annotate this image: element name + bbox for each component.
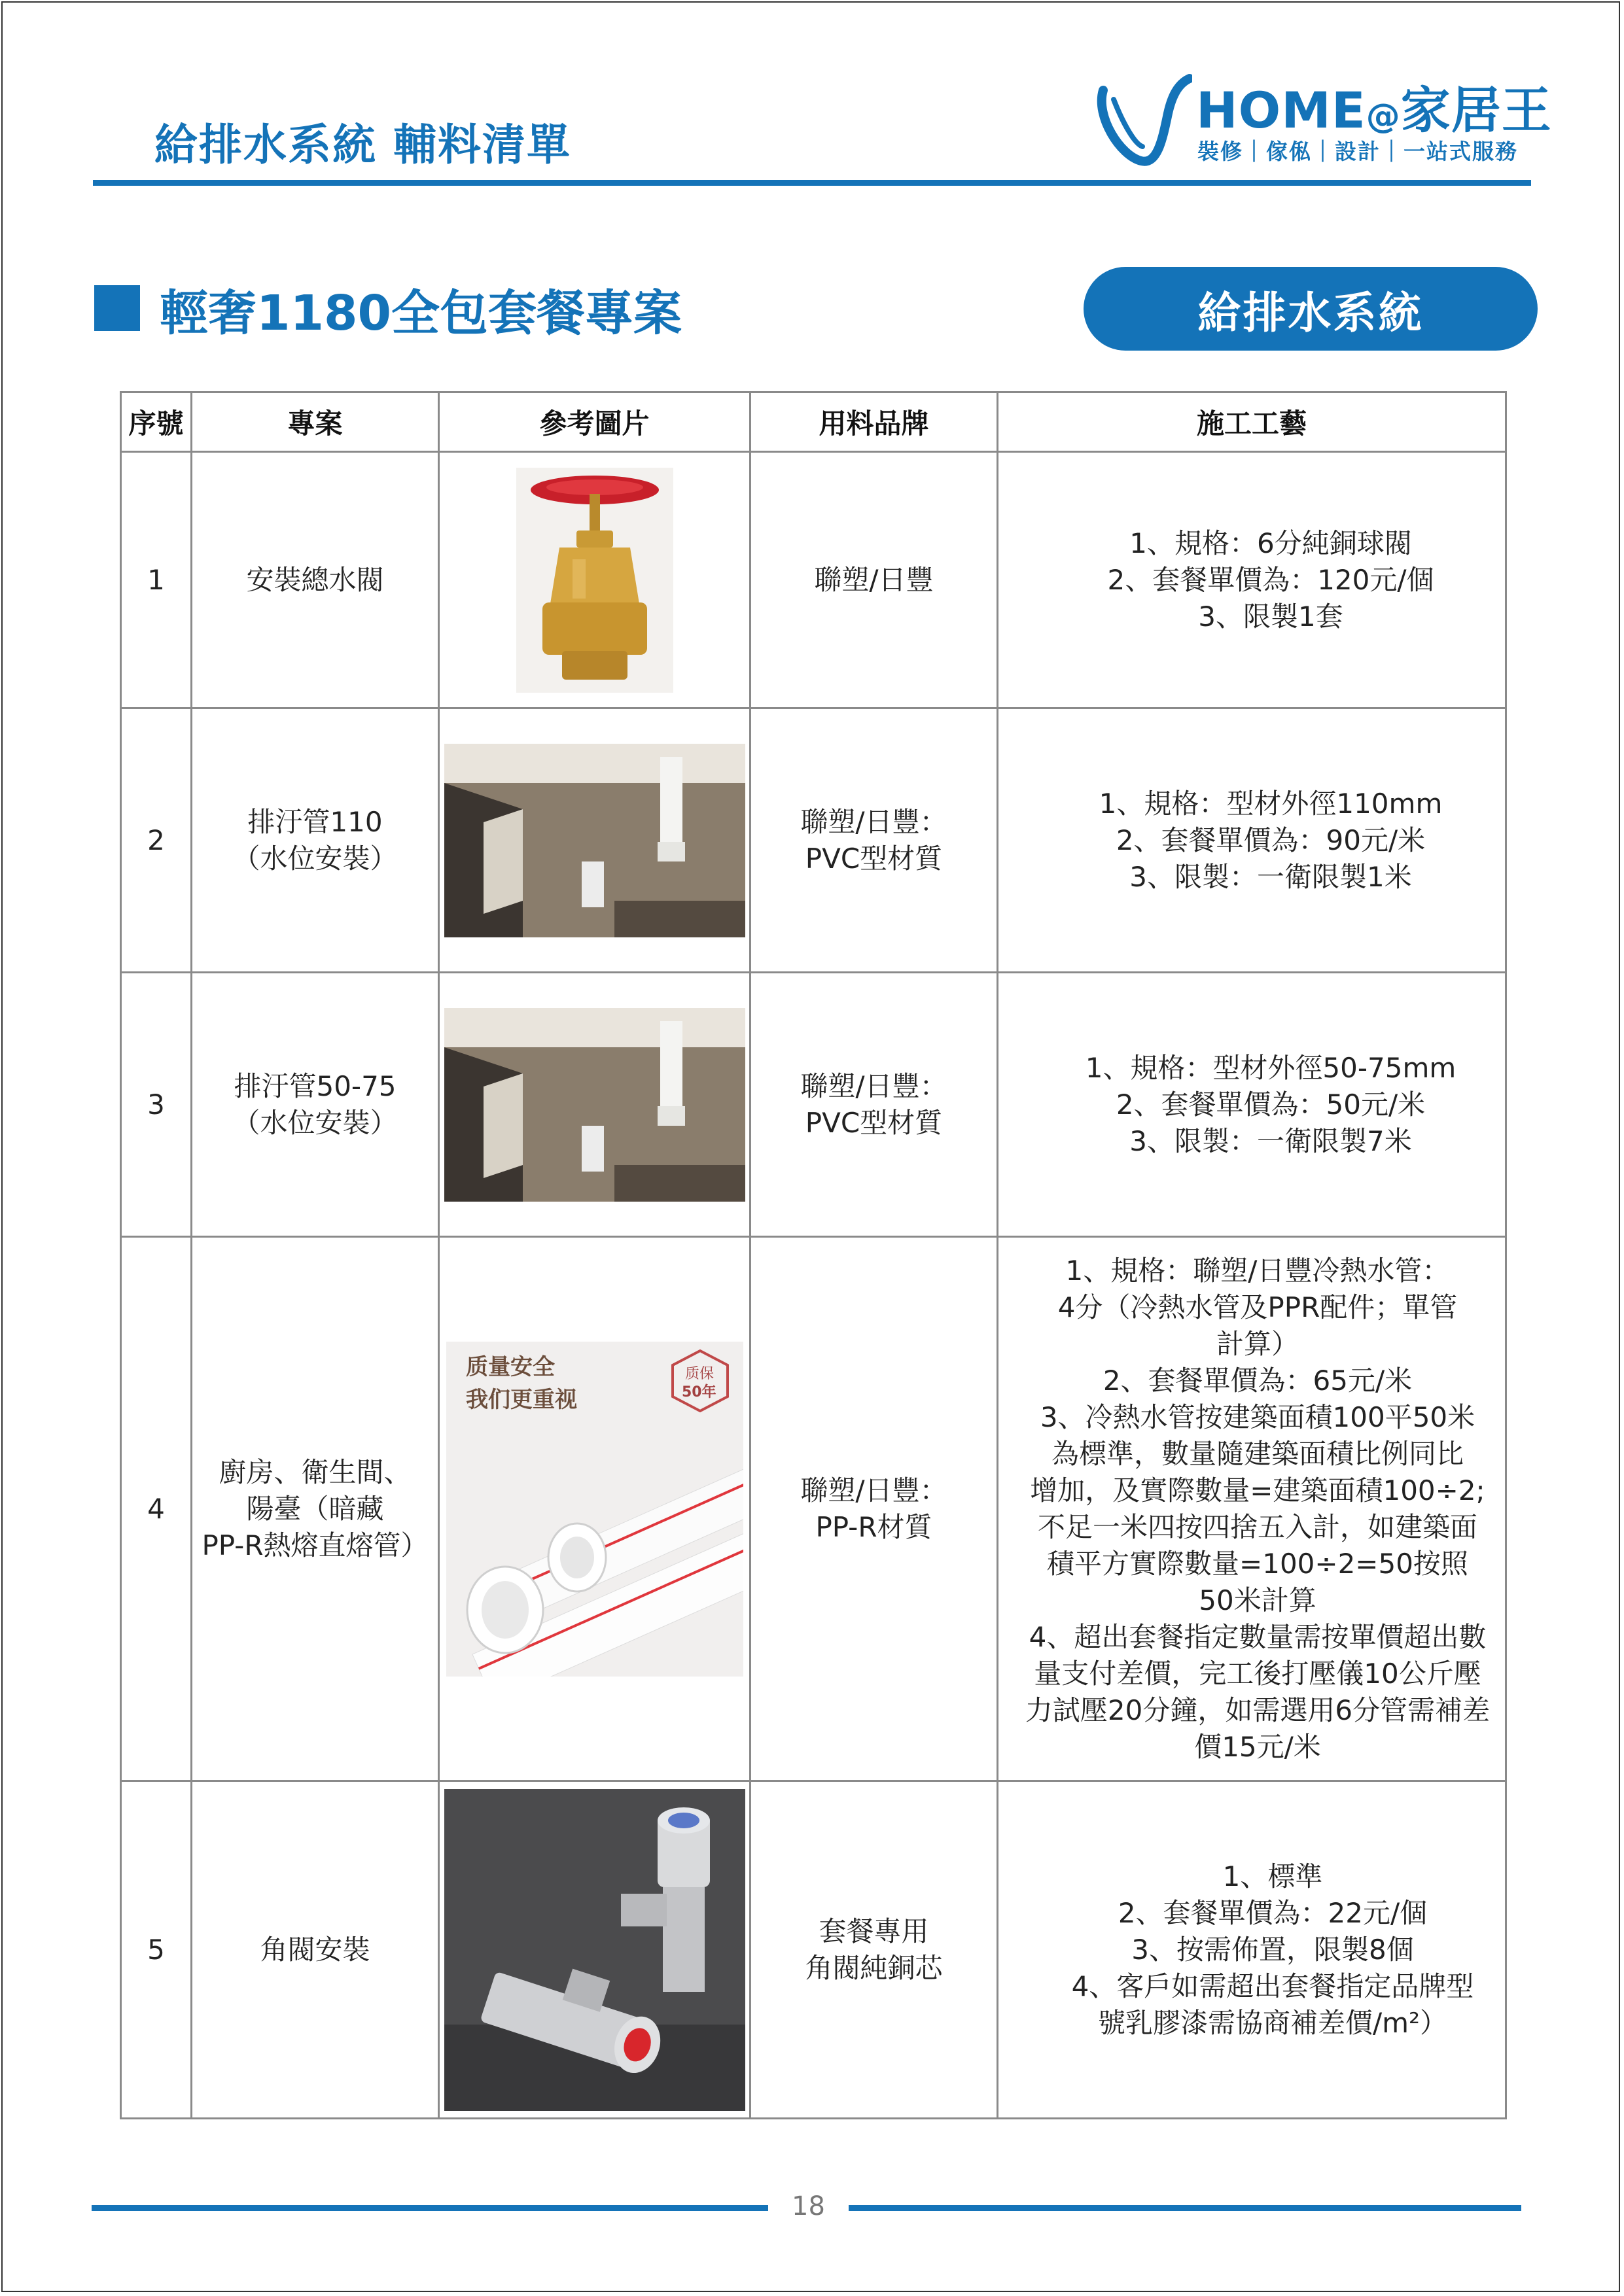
row-brand: 聯塑/日豐： PVC型材質 (750, 973, 998, 1237)
table-header-row (121, 392, 1506, 452)
gate-valve-icon (516, 468, 673, 693)
row-craft-text: 1、標準 2、套餐單價為：22元/個 3、按需佈置，限製8個 4、客戶如需超出套餐指定品牌型 號乳膠漆需協商補差價/m²） (1071, 1860, 1474, 2039)
ppr-image-text-3: 质保 (684, 1365, 714, 1382)
logo-v-mark-icon (1094, 71, 1192, 169)
row-craft (998, 1781, 1506, 2119)
angle-valve-icon (444, 1789, 745, 2111)
logo-at-text: @ (1366, 97, 1401, 136)
row-item: 廚房、衛生間、 陽臺（暗藏 PP-R熱熔直熔管） (192, 1237, 439, 1781)
system-badge: 給排水系統 (1084, 267, 1538, 351)
table-row (121, 1781, 1506, 2119)
row-brand: 聯塑/日豐： PVC型材質 (750, 708, 998, 973)
row-craft-text: 1、規格：6分純銅球閥 2、套餐單價為：120元/個 3、限製1套 (1107, 527, 1434, 633)
ppr-image-text-4: 50年 (681, 1383, 716, 1400)
row-craft (998, 1237, 1506, 1781)
table-row (121, 452, 1506, 708)
header-brand: 用料品牌 (750, 392, 998, 452)
section-marker (94, 285, 140, 331)
row-item: 排汙管110 （水位安裝） (192, 708, 439, 973)
row-image (439, 973, 750, 1237)
materials-table (120, 391, 1507, 2119)
row-no: 3 (121, 973, 192, 1237)
table-row (121, 973, 1506, 1237)
row-no: 4 (121, 1237, 192, 1781)
row-image (439, 1237, 750, 1781)
row-image (439, 1781, 750, 2119)
row-brand: 聯塑/日豐 (750, 452, 998, 708)
row-image (439, 708, 750, 973)
logo-cn-text: 家居王 (1400, 81, 1552, 139)
row-no: 5 (121, 1781, 192, 2119)
row-craft (998, 708, 1506, 973)
header-rule (93, 180, 1531, 186)
row-image (439, 452, 750, 708)
brand-logo (1094, 71, 1552, 169)
header-craft: 施工工藝 (998, 392, 1506, 452)
row-craft-text: 1、規格：型材外徑110mm 2、套餐單價為：90元/米 3、限製：一衛限製1米 (1099, 787, 1443, 893)
ppr-pipe-icon (446, 1342, 743, 1677)
logo-home-text: HOME (1196, 81, 1366, 139)
row-no: 1 (121, 452, 192, 708)
row-craft (998, 973, 1506, 1237)
section-title: 輕奢1180全包套餐專案 (160, 285, 682, 341)
header-no: 序號 (121, 392, 192, 452)
header-item: 專案 (192, 392, 439, 452)
table-row (121, 1237, 1506, 1781)
row-item: 安裝總水閥 (192, 452, 439, 708)
row-craft-text: 1、規格：聯塑/日豐冷熱水管： 4分（冷熱水管及PPR配件；單管 計算） 2、套餐單價為：65元/米 3、冷熱水管按建築面積100平50米 為標準，數量隨建築面積比例同比 增加，及實際數量=建築面積100÷2; 不足一米四按四捨五入計，如建築面 積平方實際數量=100÷2=50按照 50米計算 4、超出套餐指定數量需按單價超出數 量支付差價，完工後打壓儀10公斤壓 力試壓20分鐘，如需選用6分管需補差 價15元/米 (1025, 1254, 1491, 1763)
row-item: 角閥安裝 (192, 1781, 439, 2119)
row-brand: 聯塑/日豐： PP-R材質 (750, 1237, 998, 1781)
table-row (121, 708, 1506, 973)
drain-pipe-icon (444, 1008, 745, 1202)
logo-tagline: 裝修｜傢俬｜設計｜一站式服務 (1197, 139, 1518, 164)
row-no: 2 (121, 708, 192, 973)
row-item: 排汙管50-75 （水位安裝） (192, 973, 439, 1237)
footer-rule-left (92, 2205, 768, 2211)
drain-pipe-icon (444, 744, 745, 937)
ppr-image-text-2: 我们更重视 (465, 1386, 577, 1413)
page-number: 18 (792, 2191, 825, 2221)
row-brand: 套餐專用 角閥純銅芯 (750, 1781, 998, 2119)
footer-rule-right (849, 2205, 1521, 2211)
ppr-image-text-1: 质量安全 (465, 1353, 555, 1380)
logo-wordmark (1196, 71, 1552, 142)
header-image: 參考圖片 (439, 392, 750, 452)
header-title: 給排水系統 輔料清單 (154, 120, 571, 170)
row-craft-text: 1、規格：型材外徑50-75mm 2、套餐單價為：50元/米 3、限製：一衛限製7米 (1085, 1051, 1456, 1157)
row-craft (998, 452, 1506, 708)
